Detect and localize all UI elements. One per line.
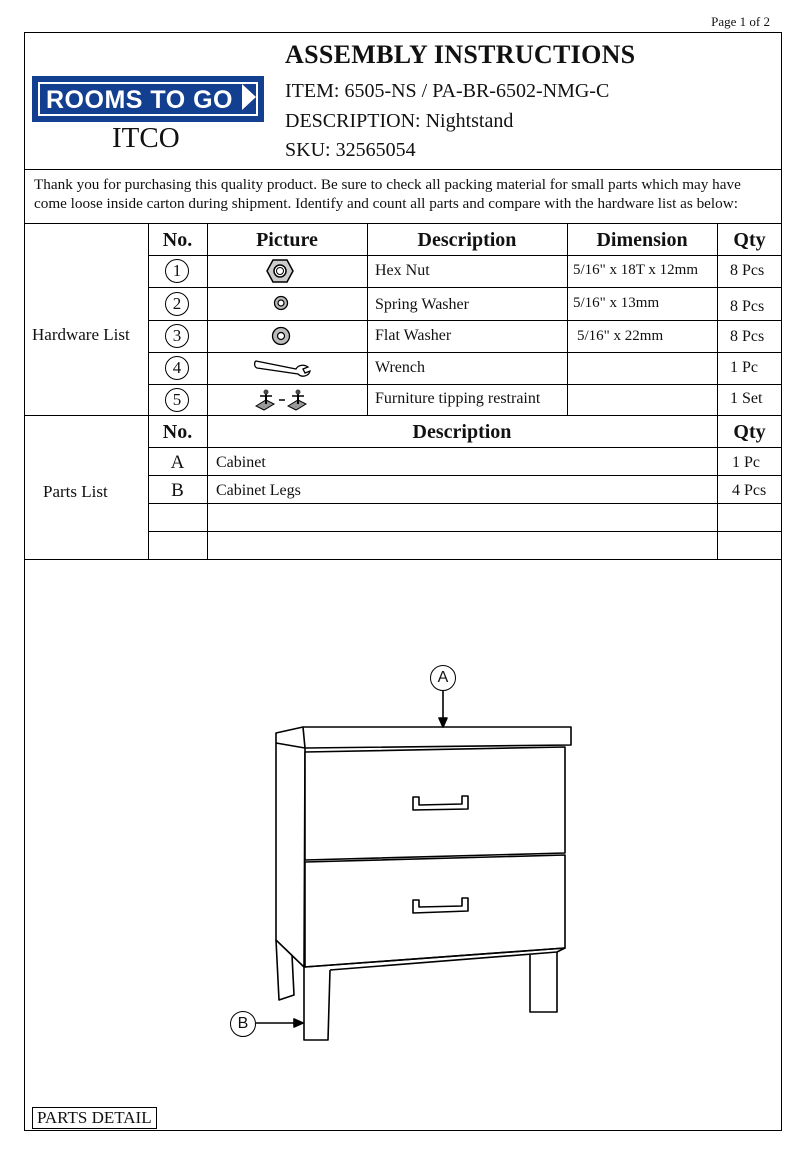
hardware-description: Flat Washer	[375, 327, 452, 344]
grid-line	[148, 384, 782, 385]
tipping-restraint-icon	[252, 386, 310, 414]
grid-line	[148, 352, 782, 353]
hardware-col-picture: Picture	[256, 229, 318, 251]
grid-line	[148, 287, 782, 288]
parts-col-description: Description	[412, 421, 512, 443]
grid-line	[148, 255, 782, 256]
hardware-number: 5	[165, 388, 189, 412]
part-description: Cabinet	[216, 454, 266, 471]
hardware-number: 1	[165, 259, 189, 283]
item-value: : 6505-NS / PA-BR-6502-NMG-C	[333, 80, 610, 102]
grid-line	[148, 320, 782, 321]
hardware-qty: 8 Pcs	[730, 298, 765, 315]
item-line	[285, 80, 609, 103]
flat-washer-icon	[271, 326, 291, 346]
divider	[24, 223, 782, 224]
hardware-section-label: Hardware List	[32, 325, 130, 344]
grid-line	[207, 223, 208, 559]
rooms-to-go-logo	[32, 76, 264, 122]
callout-b: B	[230, 1011, 256, 1037]
hardware-qty: 8 Pcs	[730, 328, 765, 345]
hardware-description: Hex Nut	[375, 262, 430, 279]
part-number: A	[170, 452, 185, 473]
part-number: B	[171, 480, 184, 501]
hardware-number: 4	[165, 356, 189, 380]
grid-line	[717, 223, 718, 559]
hardware-col-qty: Qty	[733, 229, 766, 251]
spring-washer-icon	[273, 295, 289, 311]
nightstand-diagram	[200, 650, 600, 1050]
page-number: Page 1 of 2	[711, 14, 770, 29]
sku-line	[285, 139, 416, 162]
grid-line	[148, 531, 782, 532]
parts-section-label: Parts List	[43, 482, 108, 501]
hardware-qty: 1 Pc	[730, 359, 758, 376]
parts-col-no: No.	[162, 421, 193, 443]
description-line	[285, 110, 513, 133]
hardware-qty: 1 Set	[730, 390, 763, 407]
grid-line	[148, 503, 782, 504]
item-label: ITEM	[285, 80, 334, 102]
grid-line	[24, 559, 782, 560]
hardware-qty: 8 Pcs	[730, 262, 765, 279]
hardware-dimension: 5/16" x 13mm	[573, 295, 660, 311]
sku-value: : 32565054	[325, 139, 416, 161]
page-title: ASSEMBLY INSTRUCTIONS	[285, 40, 636, 69]
grid-line	[148, 447, 782, 448]
parts-col-qty: Qty	[733, 421, 766, 443]
hardware-col-dimension: Dimension	[596, 229, 688, 251]
hardware-dimension: 5/16" x 18T x 12mm	[573, 262, 699, 278]
description-value: : Nightstand	[415, 110, 514, 132]
part-description: Cabinet Legs	[216, 482, 301, 499]
part-qty: 4 Pcs	[732, 482, 767, 499]
hardware-number: 3	[165, 324, 189, 348]
grid-line	[148, 223, 149, 559]
hardware-dimension: 5/16" x 22mm	[577, 328, 664, 344]
description-label: DESCRIPTION	[285, 110, 416, 132]
hardware-description: Wrench	[375, 359, 425, 376]
divider	[24, 169, 782, 170]
hex-nut-icon	[266, 258, 294, 284]
brand-name: ITCO	[112, 122, 180, 154]
hardware-description: Furniture tipping restraint	[375, 390, 541, 407]
logo-arrow-icon	[242, 84, 256, 110]
grid-line	[24, 415, 782, 416]
hardware-description: Spring Washer	[375, 296, 469, 313]
sku-label: SKU	[285, 139, 326, 161]
hardware-col-no: No.	[162, 229, 193, 251]
part-qty: 1 Pc	[732, 454, 760, 471]
grid-line	[148, 475, 782, 476]
callout-a: A	[430, 665, 456, 691]
hardware-col-description: Description	[417, 229, 517, 251]
logo-text: ROOMS TO GO	[38, 82, 258, 116]
parts-detail-label: PARTS DETAIL	[32, 1107, 157, 1129]
wrench-icon	[252, 357, 312, 379]
hardware-number: 2	[165, 292, 189, 316]
intro-text: Thank you for purchasing this quality product. Be sure to check all packing material for small parts which may have come loose inside carton during shipment. Identify and count all parts and compare with the hardware list as below:	[34, 176, 741, 212]
